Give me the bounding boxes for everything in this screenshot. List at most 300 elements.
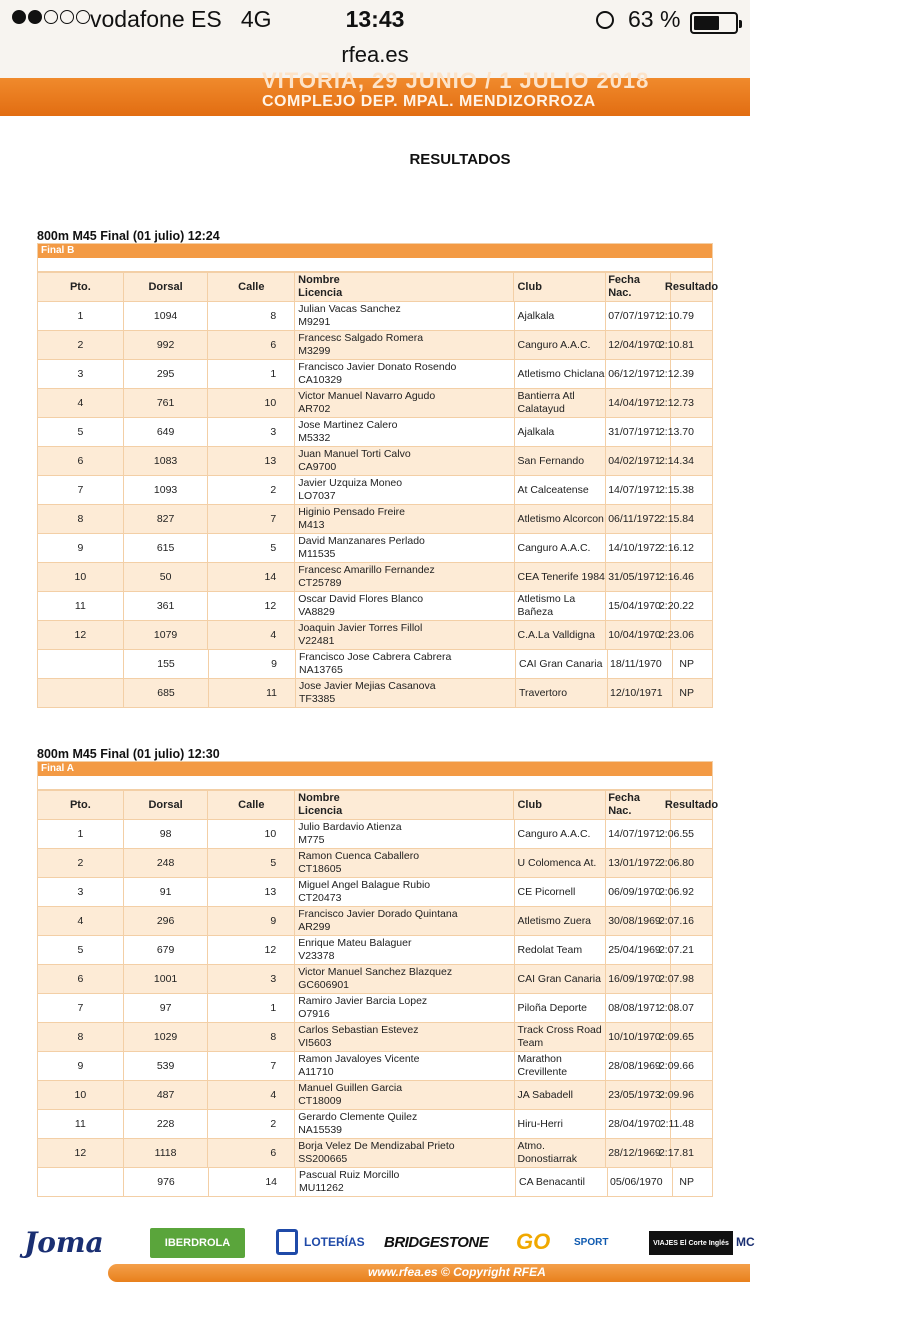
table-row [38,993,712,1022]
cell-club: Atletismo Chiclana [514,360,606,388]
cell-athlete [294,418,513,446]
athlete-name: Miguel Angel Balague Rubio [298,879,431,891]
spacer-row [38,776,712,790]
cell-club: San Fernando [514,447,606,475]
cell-position: 4 [77,915,84,927]
athlete-name: Ramiro Javier Barcia Lopez [298,995,428,1007]
athlete-licence: M9291 [298,316,331,328]
cell-result: 2:15.38 [670,476,712,504]
col-header-name [294,791,513,819]
table-row [38,848,712,877]
cell-athlete [294,820,513,848]
cell-club: CAI Gran Canaria [515,650,607,678]
table-row [38,330,712,359]
cell-lane: 2 [207,476,294,504]
cell-bib: 679 [123,936,208,964]
cell-birth-date: 04/02/1971 [605,447,670,475]
athlete-name: Francesc Salgado Romera [298,332,424,344]
cell-result: 2:07.21 [670,936,712,964]
athlete-name: Francisco Javier Dorado Quintana [298,908,458,920]
athlete-name: Ramon Javaloyes Vicente [298,1053,420,1065]
athlete-licence: CT20473 [298,892,342,904]
cell-position: 6 [77,973,84,985]
athlete-licence: SS200665 [298,1153,348,1165]
sponsor-strip [0,1225,755,1261]
athlete-licence: A11710 [298,1066,334,1078]
cell-athlete [294,563,513,591]
cell-lane: 3 [207,418,294,446]
athlete-name: Francisco Jose Cabrera Cabrera [299,651,452,663]
cell-position [38,1168,123,1196]
table-row [38,533,712,562]
battery-percent: 63 % [628,6,681,32]
cell-club: Ajalkala [514,302,606,330]
cell-birth-date: 25/04/1969 [605,936,670,964]
cell-bib: 649 [123,418,208,446]
col-header-pos: Pto. [69,281,91,293]
table-row [38,504,712,533]
table-row [38,1051,712,1080]
banner-dates: VITORIA, 29 JUNIO / 1 JULIO 2018 [262,68,650,93]
athlete-name: Pascual Ruiz Morcillo [299,1169,400,1181]
athlete-licence: CA9700 [298,461,337,473]
cell-position: 10 [74,1089,87,1101]
col-header-date [605,273,670,301]
cell-club: Atletismo Alcorcon [514,505,606,533]
cell-birth-date: 30/08/1969 [605,907,670,935]
athlete-licence: M413 [298,519,325,531]
cell-lane: 4 [207,1081,294,1109]
col-header-result: Resultado [670,791,712,819]
header-row [38,790,719,819]
cell-club: Bantierra Atl Calatayud [514,389,606,417]
table-row [38,417,712,446]
athlete-licence: MU11262 [299,1182,344,1194]
cell-lane: 10 [207,389,294,417]
table-row [38,649,712,678]
col-header-result: Resultado [670,273,712,301]
cell-athlete [294,907,513,935]
table-row [38,935,712,964]
athlete-name: Francisco Javier Donato Rosendo [298,361,457,373]
cell-bib: 50 [123,563,208,591]
cell-lane: 3 [207,965,294,993]
copyright-link[interactable]: www.rfea.es © Copyright RFEA [368,1265,546,1279]
battery-icon [690,12,738,34]
col-header-club: Club [513,273,605,301]
joma-logo: Joma [24,1225,104,1259]
race-section-final-b [37,229,719,708]
cell-birth-date: 06/11/1972 [605,505,670,533]
cell-athlete [294,505,513,533]
table-row [38,1080,712,1109]
cell-result: 2:07.98 [670,965,712,993]
cell-lane: 12 [207,936,294,964]
cell-result: 2:09.96 [670,1081,712,1109]
athlete-licence: V22481 [298,635,335,647]
cell-birth-date: 13/01/1972 [605,849,670,877]
cell-position: 3 [77,368,84,380]
athlete-name: Oscar David Flores Blanco [298,593,424,605]
cell-birth-date: 05/06/1970 [607,1168,672,1196]
cell-lane: 1 [207,994,294,1022]
cell-birth-date: 14/07/1971 [605,476,670,504]
col-header-bib: Dorsal [123,791,208,819]
cell-result: NP [672,1168,712,1196]
cell-athlete [294,965,513,993]
cell-bib: 98 [123,820,208,848]
cell-lane: 4 [207,621,294,649]
cell-athlete [294,1052,513,1080]
page-title: RESULTADOS [409,151,511,168]
athlete-name: Victor Manuel Navarro Agudo [298,390,436,402]
athlete-licence: O7916 [298,1008,330,1020]
col-header-date-l1: Fecha [608,792,640,804]
cell-lane: 7 [207,1052,294,1080]
cell-birth-date: 12/04/1970 [605,331,670,359]
table-row [38,1109,712,1138]
cell-birth-date: 28/04/1970 [605,1110,670,1138]
cell-bib: 761 [123,389,208,417]
cell-athlete [294,389,513,417]
table-row [38,1138,712,1167]
cell-club: U Colomenca At. [514,849,606,877]
table-row [38,446,712,475]
cell-club: Redolat Team [514,936,606,964]
cell-club: Atletismo Zuera [514,907,606,935]
table-row [38,475,712,504]
cell-club: Hiru-Herri [514,1110,606,1138]
athlete-name: Victor Manuel Sanchez Blazquez [298,966,453,978]
cell-athlete [294,621,513,649]
col-header-date-l1: Fecha [608,274,640,286]
cell-bib: 1093 [123,476,208,504]
table-row [38,1022,712,1051]
col-header-club: Club [513,791,605,819]
cell-result: NP [672,650,712,678]
athlete-name: Juan Manuel Torti Calvo [298,448,411,460]
table-row [38,819,712,848]
cell-birth-date: 14/10/1972 [605,534,670,562]
status-bar [0,4,750,38]
cell-result: 2:12.39 [670,360,712,388]
athlete-name: Gerardo Clemente Quilez [298,1111,418,1123]
cell-birth-date: 16/09/1970 [605,965,670,993]
table-row [38,591,712,620]
athlete-licence: CT18009 [298,1095,342,1107]
cell-bib: 295 [123,360,208,388]
cell-lane: 13 [207,447,294,475]
table-row [38,877,712,906]
cell-athlete [294,1139,513,1167]
cell-bib: 1001 [123,965,208,993]
cell-athlete [295,1168,515,1196]
cell-result: 2:16.12 [670,534,712,562]
cell-birth-date: 07/07/1971 [605,302,670,330]
col-header-date-l2: Nac. [608,805,632,817]
cell-result: 2:16.46 [670,563,712,591]
cell-club: Atletismo La Bañeza [514,592,606,620]
cell-birth-date: 14/04/1971 [605,389,670,417]
cell-athlete [294,476,513,504]
cell-position: 8 [77,513,84,525]
athlete-licence: M775 [298,834,325,846]
cell-bib: 1118 [123,1139,208,1167]
athlete-licence: AR702 [298,403,331,415]
cell-position: 6 [77,455,84,467]
cell-position: 1 [77,310,84,322]
athlete-name: Carlos Sebastian Estevez [298,1024,419,1036]
table-row [38,1167,712,1196]
table-row [38,620,712,649]
cell-athlete [294,849,513,877]
cell-bib: 685 [123,679,208,707]
athlete-licence: AR299 [298,921,331,933]
cell-bib: 361 [123,592,208,620]
cell-position: 12 [74,629,87,641]
athlete-licence: VA8829 [298,606,335,618]
cell-position: 9 [77,542,84,554]
athlete-licence: CT18605 [298,863,342,875]
athlete-name: Julian Vacas Sanchez [298,303,401,315]
cell-position: 3 [77,886,84,898]
cell-result: 2:09.66 [670,1052,712,1080]
cell-lane: 5 [207,534,294,562]
cell-position [38,679,123,707]
athlete-licence: V23378 [298,950,335,962]
cell-birth-date: 15/04/1970 [605,592,670,620]
cell-club: CAI Gran Canaria [514,965,606,993]
cell-position: 10 [74,571,87,583]
cell-lane: 13 [207,878,294,906]
cell-bib: 1029 [123,1023,208,1051]
cell-result: 2:23.06 [670,621,712,649]
col-header-lane: Calle [207,791,294,819]
cell-athlete [295,650,515,678]
banner-venue: COMPLEJO DEP. MPAL. MENDIZORROZA [262,93,596,110]
header-row [38,272,719,301]
athlete-name: Manuel Guillen Garcia [298,1082,403,1094]
cell-athlete [294,534,513,562]
cell-birth-date: 31/07/1971 [605,418,670,446]
cell-athlete [294,447,513,475]
athlete-name: Jose Martinez Calero [298,419,398,431]
race-title: 800m M45 Final (01 julio) 12:30 [37,747,220,761]
address-bar[interactable]: rfea.es [341,42,409,67]
cell-result: 2:20.22 [670,592,712,620]
loterias-logo: LOTERÍAS [276,1225,365,1259]
cell-bib: 248 [123,849,208,877]
cell-bib: 827 [123,505,208,533]
cell-birth-date: 28/12/1969 [605,1139,670,1167]
cell-birth-date: 14/07/1971 [605,820,670,848]
cell-athlete [295,679,515,707]
athlete-licence: GC606901 [298,979,350,991]
cell-bib: 228 [123,1110,208,1138]
athlete-licence: M3299 [298,345,331,357]
cell-athlete [294,878,513,906]
sport-logo: SPORT [574,1236,609,1248]
table-row [38,301,712,330]
cell-lane: 12 [207,592,294,620]
cell-athlete [294,592,513,620]
cell-bib: 615 [123,534,208,562]
cell-position: 1 [77,828,84,840]
browser-top-bar [0,0,750,78]
cell-result: 2:15.84 [670,505,712,533]
cell-lane: 9 [208,650,295,678]
athlete-licence: CT25789 [298,577,342,589]
table-row [38,562,712,591]
cell-club: Track Cross Road Team [514,1023,606,1051]
cell-birth-date: 31/05/1971 [605,563,670,591]
cell-club: Canguro A.A.C. [514,331,606,359]
cell-athlete [294,994,513,1022]
table-row [38,906,712,935]
race-section-final-a [37,747,719,1197]
cell-athlete [294,1081,513,1109]
cell-position: 5 [77,426,84,438]
cell-athlete [294,302,513,330]
cell-club: Ajalkala [514,418,606,446]
carrier-label: vodafone ES 4G [90,6,272,32]
table-row [38,388,712,417]
cell-result: 2:09.65 [670,1023,712,1051]
cell-result: 2:11.48 [670,1110,712,1138]
athlete-name: Francesc Amarillo Fernandez [298,564,435,576]
cell-result: 2:17.81 [670,1139,712,1167]
athlete-name: Borja Velez De Mendizabal Prieto [298,1140,455,1152]
col-header-name-l1: Nombre [298,792,340,804]
cell-lane: 1 [207,360,294,388]
table-row [38,964,712,993]
athlete-name: David Manzanares Perlado [298,535,425,547]
cell-lane: 8 [207,302,294,330]
athlete-licence: TF3385 [299,693,336,705]
cell-lane: 14 [207,563,294,591]
col-header-lane: Calle [207,273,294,301]
cell-lane: 9 [207,907,294,935]
col-header-date [605,791,670,819]
cell-athlete [294,1023,513,1051]
cell-athlete [294,331,513,359]
cell-bib: 1083 [123,447,208,475]
cell-birth-date: 28/08/1969 [605,1052,670,1080]
cell-club: CA Benacantil [515,1168,607,1196]
cell-birth-date: 23/05/1973 [605,1081,670,1109]
cell-position [38,650,123,678]
cell-position: 8 [77,1031,84,1043]
cell-birth-date: 08/08/1971 [605,994,670,1022]
cell-lane: 6 [207,1139,294,1167]
cell-club: CEA Tenerife 1984 [514,563,606,591]
athlete-name: Joaquin Javier Torres Fillol [298,622,423,634]
athlete-licence: NA15539 [298,1124,343,1136]
alarm-icon [596,11,614,29]
cell-position: 11 [74,1118,86,1130]
cell-lane: 6 [207,331,294,359]
cell-lane: 11 [208,679,295,707]
cell-club: CE Picornell [514,878,606,906]
cell-result: 2:12.73 [670,389,712,417]
cell-bib: 91 [123,878,208,906]
cell-position: 7 [77,1002,84,1014]
col-header-name-l1: Nombre [298,274,340,286]
race-title: 800m M45 Final (01 julio) 12:24 [37,229,220,243]
cell-bib: 976 [123,1168,208,1196]
spacer-row [38,258,712,272]
group-label: Final A [38,762,712,776]
cell-position: 12 [74,1147,87,1159]
cell-club: Canguro A.A.C. [514,534,606,562]
cell-club: C.A.La Valldigna [514,621,606,649]
cell-position: 11 [74,600,86,612]
event-banner [0,68,750,116]
mc-logo: MC [736,1235,755,1249]
cell-bib: 992 [123,331,208,359]
cell-lane: 5 [207,849,294,877]
cell-birth-date: 12/10/1971 [607,679,672,707]
cell-bib: 155 [123,650,208,678]
cell-bib: 487 [123,1081,208,1109]
cell-athlete [294,360,513,388]
cell-position: 5 [77,944,84,956]
cell-result: 2:06.92 [670,878,712,906]
athlete-licence: M11535 [298,548,336,560]
cell-position: 9 [77,1060,84,1072]
col-header-bib: Dorsal [123,273,208,301]
table-row [38,359,712,388]
cell-lane: 2 [207,1110,294,1138]
cell-result: 2:10.79 [670,302,712,330]
cell-birth-date: 18/11/1970 [607,650,672,678]
athlete-licence: M5332 [298,432,331,444]
cell-bib: 1079 [123,621,208,649]
cell-result: 2:13.70 [670,418,712,446]
col-header-name [294,273,513,301]
bridgestone-logo: BRIDGESTONE [384,1233,489,1251]
cell-result: 2:06.80 [670,849,712,877]
cell-bib: 97 [123,994,208,1022]
cell-position: 2 [77,339,84,351]
cell-bib: 296 [123,907,208,935]
cell-result: 2:08.07 [670,994,712,1022]
cell-lane: 7 [207,505,294,533]
clock: 13:43 [345,6,405,32]
cell-position: 2 [77,857,84,869]
athlete-name: Javier Uzquiza Moneo [298,477,403,489]
athlete-name: Enrique Mateu Balaguer [298,937,412,949]
cell-club: Atmo. Donostiarrak [514,1139,606,1167]
viajes-logo: VIAJES El Corte Inglés [649,1231,733,1255]
athlete-name: Higinio Pensado Freire [298,506,406,518]
cell-club: JA Sabadell [514,1081,606,1109]
col-header-name-l2: Licencia [298,287,343,299]
cell-position: 4 [77,397,84,409]
athlete-licence: VI5603 [298,1037,332,1049]
athlete-licence: LO7037 [298,490,336,502]
athlete-name: Ramon Cuenca Caballero [298,850,420,862]
col-header-pos: Pto. [69,799,91,811]
cell-result: 2:14.34 [670,447,712,475]
athlete-name: Julio Bardavio Atienza [298,821,402,833]
cell-bib: 1094 [123,302,208,330]
gofit-logo: GO [516,1229,551,1254]
cell-club: Marathon Crevillente [514,1052,606,1080]
cell-lane: 10 [207,820,294,848]
athlete-licence: CA10329 [298,374,343,386]
cell-club: Travertoro [515,679,607,707]
